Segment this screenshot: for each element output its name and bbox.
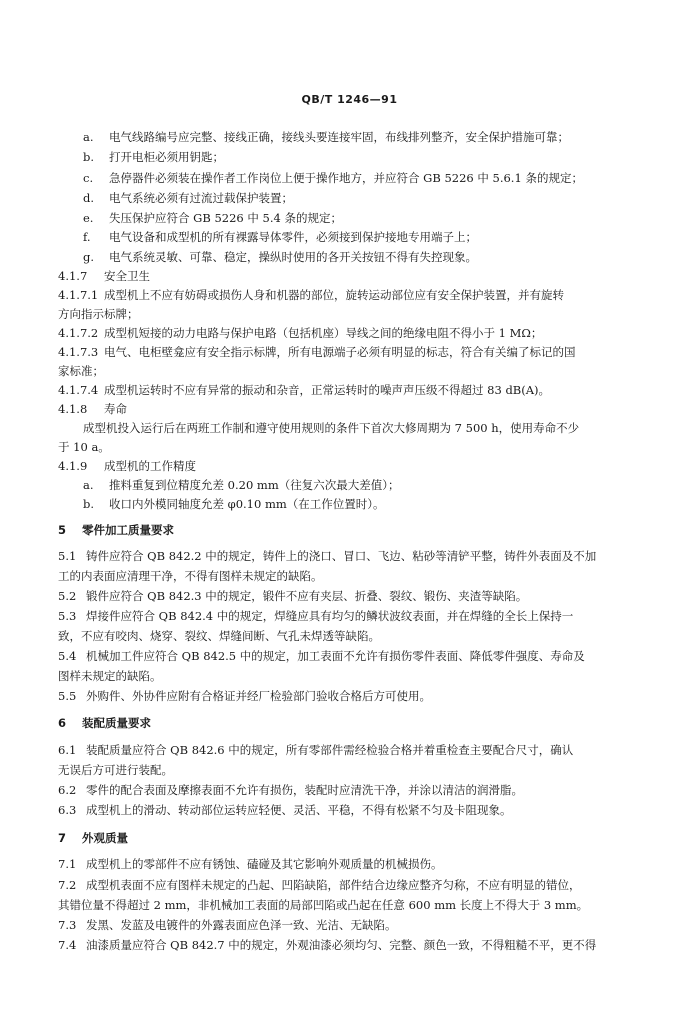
list-marker: f. [83, 230, 91, 244]
clause-number: 4.1.7.4 [58, 383, 99, 397]
clause-number: 4.1.7 [58, 269, 88, 283]
clause-text: 锻件应符合 QB 842.3 中的规定，锻件不应有夹层、折叠、裂纹、锻伤、夹渣等缺陷。 [86, 589, 528, 603]
clause-5-5 [58, 689, 431, 703]
list-text: 推料重复到位精度允差 0.20 mm（往复六次最大差值）； [109, 478, 400, 492]
clause-continuation: 工的内表面应清理干净，不得有图样未规定的缺陷。 [58, 569, 323, 583]
section-title: 装配质量要求 [82, 716, 151, 730]
clause-4-1-7-1 [58, 288, 564, 302]
section-number: 7 [58, 831, 67, 845]
clause-7-4 [58, 938, 596, 952]
clause-number: 4.1.7.1 [58, 288, 99, 302]
clause-5-2 [58, 589, 527, 603]
clause-text: 成型机上的零部件不应有锈蚀、磕碰及其它影响外观质量的机械损伤。 [86, 857, 443, 871]
clause-6-3 [58, 803, 512, 817]
list-marker: a. [83, 130, 94, 144]
clause-text: 成型机表面不应有图样未规定的凸起、凹陷缺陷，部件结合边缘应整齐匀称，不应有明显的错位， [86, 878, 581, 892]
clause-continuation: 无误后方可进行装配。 [58, 763, 173, 777]
clause-continuation: 致，不应有咬肉、烧穿、裂纹、焊缝间断、气孔未焊透等缺陷。 [58, 629, 380, 643]
clause-number: 6.1 [58, 743, 77, 757]
list-item [83, 130, 569, 144]
clause-text: 电气、电柜壁龛应有安全指示标牌，所有电源端子必须有明显的标志，符合有关编了标记的国 [104, 345, 576, 359]
clause-continuation: 其错位量不得超过 2 mm，非机械加工表面的局部凹陷或凸起在任意 600 mm 长度上不得大于 3 mm。 [58, 898, 589, 912]
clause-number: 7.3 [58, 918, 77, 932]
clause-number: 6.2 [58, 783, 77, 797]
list-marker: g. [83, 250, 95, 264]
section-heading-6 [58, 716, 151, 730]
paragraph-text: 成型机投入运行后在两班工作制和遵守使用规则的条件下首次大修周期为 7 500 h，使用寿命不少 [83, 421, 580, 435]
clause-text: 油漆质量应符合 QB 842.7 中的规定，外观油漆必须均匀、完整、颜色一致，不得粗糙不平，更不得 [86, 938, 597, 952]
list-item [83, 150, 224, 164]
clause-5-4 [58, 649, 585, 663]
clause-number: 5.2 [58, 589, 77, 603]
list-text: 收口内外模同轴度允差 φ0.10 mm（在工作位置时）。 [109, 497, 385, 511]
page-header: QB/T 1246—91 [301, 93, 398, 106]
clause-7-3 [58, 918, 397, 932]
list-text: 打开电柜必须用钥匙； [109, 150, 224, 164]
clause-number: 5.1 [58, 549, 77, 563]
clause-4-1-7-4 [58, 383, 550, 397]
clause-5-3 [58, 609, 573, 623]
clause-continuation: 方向指示标牌； [58, 307, 139, 321]
clause-text: 机械加工件应符合 QB 842.5 中的规定，加工表面不允许有损伤零件表面、降低零件强度、寿命及 [86, 649, 585, 663]
list-text: 急停器件必须装在操作者工作岗位上便于操作地方，并应符合 GB 5226 中 5.6.1 条的规定； [109, 171, 583, 185]
section-title: 外观质量 [82, 831, 128, 845]
clause-number: 5.3 [58, 609, 77, 623]
clause-4-1-7-2 [58, 326, 542, 340]
section-number: 6 [58, 716, 67, 730]
clause-7-2 [58, 878, 581, 892]
list-item [83, 211, 342, 225]
clause-number: 7.2 [58, 878, 77, 892]
clause-4-1-7-3 [58, 345, 576, 359]
list-marker: b. [83, 497, 95, 511]
clause-text: 焊接件应符合 QB 842.4 中的规定，焊缝应具有均匀的鳞状波纹表面，并在焊缝的全长上保持一 [86, 609, 574, 623]
section-heading-5 [58, 523, 174, 537]
clause-number: 7.4 [58, 938, 77, 952]
clause-number: 6.3 [58, 803, 77, 817]
list-marker: a. [83, 478, 94, 492]
list-item [83, 171, 583, 185]
list-marker: c. [83, 171, 94, 185]
list-text: 电气设备和成型机的所有裸露导体零件，必须接到保护接地专用端子上； [109, 230, 477, 244]
clause-continuation: 家标准； [58, 364, 104, 378]
list-item [83, 191, 293, 205]
list-item [83, 250, 477, 264]
clause-continuation: 图样未规定的缺陷。 [58, 669, 162, 683]
clause-text: 外购件、外协件应附有合格证并经厂检验部门验收合格后方可使用。 [86, 689, 431, 703]
clause-text: 安全卫生 [104, 269, 150, 283]
clause-number: 7.1 [58, 857, 77, 871]
clause-4-1-9 [58, 459, 196, 473]
clause-text: 成型机上的滑动、转动部位运转应轻便、灵活、平稳，不得有松紧不匀及卡阻现象。 [86, 803, 512, 817]
clause-text: 成型机短接的动力电路与保护电路（包括机座）导线之间的绝缘电阻不得小于 1 MΩ； [104, 326, 543, 340]
clause-7-1 [58, 857, 443, 871]
list-item [83, 230, 477, 244]
clause-number: 5.4 [58, 649, 77, 663]
list-item [83, 497, 385, 511]
clause-text: 铸件应符合 QB 842.2 中的规定，铸件上的浇口、冒口、飞边、粘砂等清铲平整，铸件外表面及不加 [86, 549, 597, 563]
list-item [83, 478, 399, 492]
clause-6-2 [58, 783, 523, 797]
clause-number: 5.5 [58, 689, 77, 703]
section-title: 零件加工质量要求 [82, 523, 174, 537]
list-text: 电气系统灵敏、可靠、稳定，操纵时使用的各开关按钮不得有失控现象。 [109, 250, 477, 264]
clause-text: 零件的配合表面及摩擦表面不允许有损伤，装配时应清洗干净，并涂以清洁的润滑脂。 [86, 783, 523, 797]
clause-4-1-8 [58, 402, 127, 416]
clause-number: 4.1.7.2 [58, 326, 99, 340]
list-marker: e. [83, 211, 94, 225]
clause-text: 装配质量应符合 QB 842.6 中的规定，所有零部件需经检验合格并着重检查主要配合尺寸，确认 [86, 743, 574, 757]
section-heading-7 [58, 831, 128, 845]
clause-number: 4.1.8 [58, 402, 88, 416]
list-text: 电气系统必须有过流过载保护装置； [109, 191, 293, 205]
clause-5-1 [58, 549, 596, 563]
section-number: 5 [58, 523, 67, 537]
list-text: 电气线路编号应完整、接线正确，接线头要连接牢固，布线排列整齐，安全保护措施可靠； [109, 130, 569, 144]
clause-text: 成型机的工作精度 [104, 459, 196, 473]
clause-4-1-7 [58, 269, 150, 283]
clause-text: 发黑、发蓝及电镀件的外露表面应色泽一致、光洁、无缺陷。 [86, 918, 397, 932]
clause-text: 成型机上不应有妨碍或损伤人身和机器的部位，旋转运动部位应有安全保护装置，并有旋转 [104, 288, 564, 302]
list-text: 失压保护应符合 GB 5226 中 5.4 条的规定； [109, 211, 342, 225]
clause-6-1 [58, 743, 573, 757]
clause-number: 4.1.9 [58, 459, 88, 473]
list-marker: d. [83, 191, 95, 205]
clause-text: 寿命 [104, 402, 127, 416]
list-marker: b. [83, 150, 95, 164]
clause-number: 4.1.7.3 [58, 345, 99, 359]
paragraph-continuation: 于 10 a。 [58, 440, 110, 454]
clause-text: 成型机运转时不应有异常的振动和杂音，正常运转时的噪声声压级不得超过 83 dB(A)。 [104, 383, 551, 397]
